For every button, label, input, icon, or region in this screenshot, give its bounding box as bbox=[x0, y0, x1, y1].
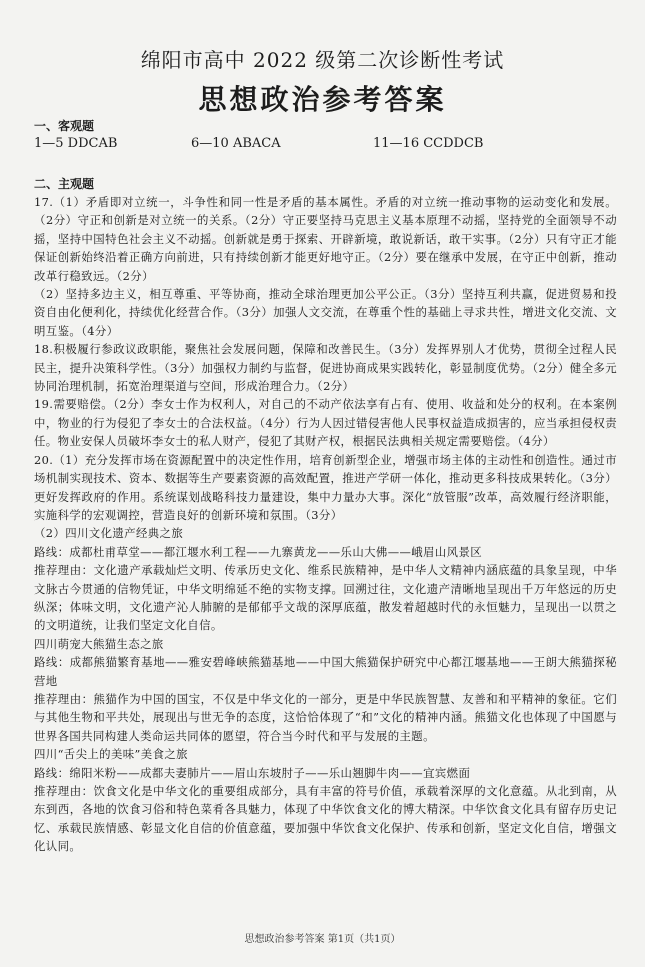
page-footer: 思想政治参考答案 第1页（共1页） bbox=[244, 934, 401, 945]
route-1: 路线：成都杜甫草堂——都江堰水利工程——九寨黄龙——乐山大佛——峨眉山风景区 bbox=[34, 544, 483, 559]
tour-2-heading: 四川萌宠大熊猫生态之旅 bbox=[34, 636, 164, 651]
exam-title: 绵阳市高中 2022 级第二次诊断性考试 bbox=[140, 48, 505, 72]
subjective-answers bbox=[34, 193, 617, 856]
reason-2: 推荐理由：熊猫作为中国的国宝，不仅是中华文化的一部分，更是中华民族智慧、友善和和平精神的象征。它们与其他生物和平共处，展现出与世无争的态度，这恰恰体现了“和”文化的精神内涵。熊猫文化也体现了中国愿与世界各国共同构建人类命运共同体的愿望，符合当今时代和平与发展的主题。 bbox=[34, 691, 617, 743]
answer-19: 19.需要赔偿。（2分）李女士作为权利人，对自己的不动产依法享有占有、使用、收益和处分的权利。在本案例中，物业的行为侵犯了李女士的合法权益。（4分）行为人因过错侵害他人民事权益造成损害的，应当承担侵权责任。物业安保人员破坏李女士的私人财产，侵犯了其财产权，根据民法典相关规定需要赔偿。（4分） bbox=[34, 397, 617, 449]
answer-20-1: 20.（1）充分发挥市场在资源配置中的决定性作用，培育创新型企业，增强市场主体的主动性和创造性。通过市场机制实现技术、资本、数据等生产要素资源的高效配置，推进产学研一体化，推动更多科技成果转化。（3分）更好发挥政府的作用。系统谋划战略科技力量建设，集中力量办大事。深化“放管服”改革，高效履行经济职能，实施科学的宏观调控，营造良好的创新环境和氛围。（3分） bbox=[34, 452, 617, 522]
answer-18: 18.积极履行参政议政职能，聚焦社会发展问题，保障和改善民生。（3分）发挥界别人才优势，贯彻全过程人民民主，提升决策科学性。（3分）加强权力制约与监督，促进协商成果实践转化，彰显制度优势。（2分）健全多元协同治理机制，拓宽治理渠道与空间，形成治理合力。（2分） bbox=[34, 342, 617, 394]
reason-1: 推荐理由：文化遗产承载灿烂文明、传承历史文化、维系民族精神，是中华人文精神内涵底蕴的具象呈现，中华文脉古今贯通的信物凭证，中华文明绵延不绝的实物支撑。回溯过往，文化遗产清晰地呈现出千万年悠远的历史纵深；体味文明，文化遗产沁人肺腑的是郁郁乎文哉的深厚底蕴，散发着超越时代的永恒魅力，呈现出一以贯之的文明道统，让我们坚定文化自信。 bbox=[34, 563, 617, 633]
route-3: 路线：绵阳米粉——成都夫妻肺片——眉山东坡肘子——乐山翘脚牛肉——宜宾燃面 bbox=[34, 765, 471, 780]
answer-20-2-heading: （2）四川文化遗产经典之旅 bbox=[34, 526, 184, 541]
objective-section-heading: 一、客观题 bbox=[34, 119, 95, 133]
route-2: 路线：成都熊猫繁育基地——雅安碧峰峡熊猫基地——中国大熊猫保护研究中心都江堰基地——王朗大熊猫探秘营地 bbox=[34, 655, 617, 688]
answers-1-5: 1—5 DDCAB bbox=[34, 136, 118, 151]
reason-3: 推荐理由：饮食文化是中华文化的重要组成部分，具有丰富的符号价值，承载着深厚的文化意蕴。从北到南，从东到西，各地的饮食习俗和特色菜肴各具魅力，体现了中华饮食文化的博大精深。中华饮食文化具有留存历史记忆、承载民族情感、彰显文化自信的价值意蕴，要加强中华饮食文化保护、传承和创新，坚定文化自信，增强文化认同。 bbox=[34, 784, 617, 854]
answers-6-10: 6—10 ABACA bbox=[191, 136, 281, 151]
answer-17-1: 17.（1）矛盾即对立统一，斗争性和同一性是矛盾的基本属性。矛盾的对立统一推动事物的运动变化和发展。（2分）守正和创新是对立统一的关系。（2分）守正要坚持马克思主义基本原理不动摇，坚持党的全面领导不动摇，坚持中国特色社会主义不动摇。创新就是勇于探索、开辟新境，敢说新话，敢干实事。（2分）只有守正才能保证创新始终沿着正确方向前进，只有持续创新才能更好地守正。（2分）要在继承中发展，在守正中创新，推动改革行稳致远。（2分） bbox=[34, 195, 617, 283]
document-title: 思想政治参考答案 bbox=[198, 83, 447, 116]
subjective-section-heading: 二、主观题 bbox=[34, 177, 95, 191]
tour-3-heading: 四川“舌尖上的美味”美食之旅 bbox=[34, 747, 188, 762]
answer-17-2: （2）坚持多边主义，相互尊重、平等协商，推动全球治理更加公平公正。（3分）坚持互利共赢，促进贸易和投资自由化便利化，持续优化经营合作。（3分）加强人文交流，在尊重个性的基础上寻求共性，增进文化交流、文明互鉴。（4分） bbox=[34, 287, 617, 338]
answers-11-16: 11—16 CCDDCB bbox=[373, 136, 484, 151]
